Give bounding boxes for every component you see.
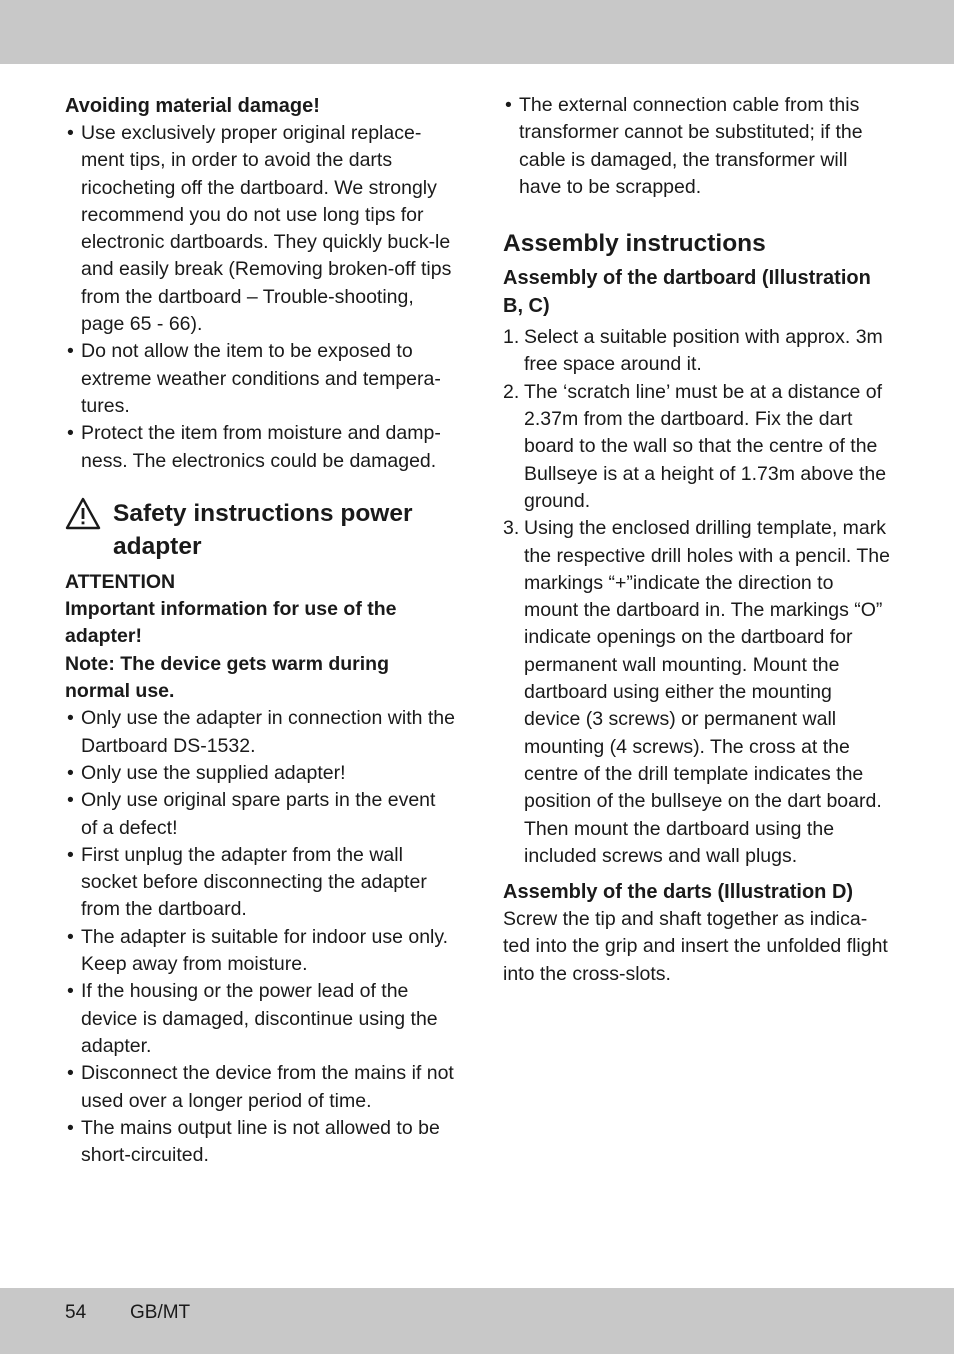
step-item: [503, 324, 893, 379]
list-item: • Only use original spare parts in the event of a defect!: [65, 787, 455, 842]
warm-note: Note: The device gets warm during normal use.: [65, 652, 389, 703]
list-item: • Disconnect the device from the mains if not used over a longer period of time.: [65, 1060, 455, 1115]
important-info: Important information for use of the adapter!: [65, 598, 397, 648]
attention-label: ATTENTION: [65, 570, 176, 593]
safety-list: [65, 705, 455, 1169]
region-code: GB/MT: [130, 1302, 191, 1323]
material-damage-heading: Avoiding material damage!: [65, 95, 320, 117]
cable-list: [503, 92, 893, 201]
list-item: • Do not allow the item to be exposed to extreme weather conditions and tempera-tures.: [65, 338, 455, 420]
safety-heading-row: [65, 497, 455, 563]
list-item: • Only use the supplied adapter!: [65, 760, 455, 787]
list-item: • The external connection cable from this transformer cannot be substituted; if the cable is damaged, the transformer will have to be scrapped.: [503, 92, 893, 201]
step-number: 1.: [503, 326, 520, 349]
assembly-heading: Assembly instructions: [503, 230, 766, 258]
list-item: • First unplug the adapter from the wall socket before disconnecting the adapter from the dartboard.: [65, 842, 455, 924]
material-damage-list: [65, 120, 455, 475]
left-column: [65, 92, 455, 1169]
safety-heading: Safety instructions power adapter: [113, 499, 413, 560]
list-item: • The adapter is suitable for indoor use only. Keep away from moisture.: [65, 924, 455, 979]
assembly-steps: [503, 324, 893, 870]
list-item: • Only use the adapter in connection with the Dartboard DS-1532.: [65, 705, 455, 760]
step-number: 3.: [503, 517, 520, 540]
step-item: [503, 515, 893, 870]
step-item: [503, 379, 893, 515]
list-item: • Use exclusively proper original replace-ment tips, in order to avoid the darts ricocheting off the dartboard. We strongly recommend you do not use long tips for electronic dartboards. They quickly buck-le and easily break (Removing broken-off tips from the dartboard – Trouble-shooting, page 65 - 66).: [65, 120, 455, 338]
step-number: 2.: [503, 380, 520, 403]
right-column: [503, 92, 893, 988]
step-text: Select a suitable position with approx. 3m free space around it.: [524, 326, 883, 376]
warning-triangle-icon: [65, 497, 101, 531]
list-item: • Protect the item from moisture and damp-ness. The electronics could be damaged.: [65, 420, 455, 475]
step-text: Using the enclosed drilling template, mark the respective drill holes with a pencil. The markings “+”indicate the direction to mount the dartboard in. The markings “O” indicate openings on the dartboard for permanent wall mounting. Mount the dartboard using either the mounting device (3 screws) or permanent wall mounting (4 screws). The cross at the centre of the drill template indicates the position of the bullseye on the dart board. Then mount the dartboard using the included screws and wall plugs.: [524, 517, 890, 867]
darts-assembly-text: Screw the tip and shaft together as indica-ted into the grip and insert the unfolded flight into the cross-slots.: [503, 908, 888, 985]
list-item: • The mains output line is not allowed to be short-circuited.: [65, 1115, 455, 1170]
page-number: 54: [65, 1302, 87, 1323]
step-text: The ‘scratch line’ must be at a distance of 2.37m from the dartboard. Fix the dart board to the wall so that the centre of the Bullseye is at a height of 1.73m above the ground.: [524, 380, 887, 512]
list-item: • If the housing or the power lead of the device is damaged, discontinue using the adapter.: [65, 978, 455, 1060]
dartboard-assembly-heading: Assembly of the dartboard (Illustration B, C): [503, 267, 871, 318]
darts-assembly-heading: Assembly of the darts (Illustration D): [503, 881, 854, 904]
header-band: [0, 0, 954, 64]
